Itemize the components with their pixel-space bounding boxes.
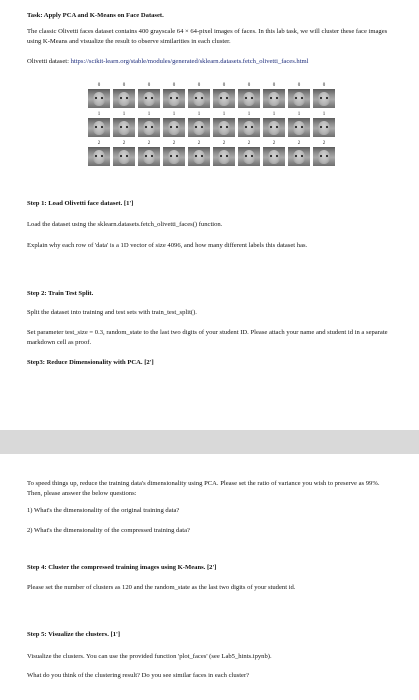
face-label: 1 (297, 112, 301, 117)
face-image (313, 147, 335, 166)
face-label: 0 (172, 83, 176, 88)
step4-heading: Step 4: Cluster the compressed training images using K-Means. [2'] (27, 564, 217, 571)
face-row-1 (88, 111, 338, 138)
face-label: 0 (222, 83, 226, 88)
step3-instruction: To speed things up, reduce the training data's dimensionality using PCA. Please set the ratio of variance you wish to preserve as 99%. Then, please answer the below questions: (27, 480, 380, 497)
step1-question: Explain why each row of 'data' is a 1D vector of size 4096, and how many different labels this dataset has. (27, 242, 308, 249)
face-row-0 (88, 82, 338, 109)
face-image (163, 118, 185, 137)
dataset-link[interactable]: https://scikit-learn.org/stable/modules/generated/sklearn.datasets.fetch_olivetti_faces.html (70, 58, 309, 65)
step4-instruction: Please set the number of clusters as 120 and the random_state as the last two digits of your student id. (27, 584, 296, 591)
face-image (238, 89, 260, 108)
face-label: 1 (172, 112, 176, 117)
face-image (288, 118, 310, 137)
step5-heading: Step 5: Visualize the clusters. [1'] (27, 631, 121, 638)
face-image (163, 147, 185, 166)
intro-paragraph: The classic Olivetti faces dataset contains 400 grayscale 64 × 64-pixel images of faces. In this lab task, we will cluster these face images using K-Means and visualize the result to observe similarities in each cluster. (27, 28, 388, 45)
face-image (213, 118, 235, 137)
face-image (113, 147, 135, 166)
face-label: 1 (122, 112, 126, 117)
step1-instruction: Load the dataset using the sklearn.datasets.fetch_olivetti_faces() function. (27, 221, 223, 228)
face-label: 1 (97, 112, 101, 117)
face-label: 0 (147, 83, 151, 88)
face-image-grid (88, 82, 338, 169)
step3-heading: Step3: Reduce Dimensionality with PCA. [2'] (27, 359, 154, 366)
face-image (138, 147, 160, 166)
face-label: 1 (247, 112, 251, 117)
face-label: 0 (247, 83, 251, 88)
face-image (238, 147, 260, 166)
face-label: 0 (322, 83, 326, 88)
face-image (213, 89, 235, 108)
face-label: 2 (297, 141, 301, 146)
face-image (138, 118, 160, 137)
face-label: 0 (197, 83, 201, 88)
face-image (188, 89, 210, 108)
face-image (263, 89, 285, 108)
task-title: Task: Apply PCA and K-Means on Face Dataset. (27, 12, 164, 19)
dataset-line (27, 57, 392, 67)
step2-parameters: Set parameter test_size = 0.3, random_state to the last two digits of your student ID. Please attach your name and student id in a separate markdown cell as proof. (27, 329, 388, 346)
document-page-2 (0, 454, 419, 700)
face-image (288, 89, 310, 108)
step2-instruction: Split the dataset into training and test sets with train_test_split(). (27, 309, 197, 316)
face-image (163, 89, 185, 108)
face-image (188, 147, 210, 166)
face-label: 1 (147, 112, 151, 117)
face-image (113, 118, 135, 137)
step5-instruction: Visualize the clusters. You can use the provided function 'plot_faces' (see Lab5_hints.ipynb). (27, 653, 272, 660)
face-label: 0 (297, 83, 301, 88)
page-separator (0, 430, 419, 454)
face-image (263, 118, 285, 137)
step1-heading: Step 1: Load Olivetti face dataset. [1'] (27, 200, 134, 207)
face-image (138, 89, 160, 108)
face-image (238, 118, 260, 137)
face-label: 0 (272, 83, 276, 88)
face-label: 0 (122, 83, 126, 88)
face-label: 2 (197, 141, 201, 146)
face-image (313, 118, 335, 137)
face-image (113, 89, 135, 108)
face-image (88, 118, 110, 137)
face-label: 1 (272, 112, 276, 117)
face-image (288, 147, 310, 166)
face-label: 2 (147, 141, 151, 146)
step3-question-1: 1) What's the dimensionality of the original training data? (27, 507, 180, 514)
step3-question-2: 2) What's the dimensionality of the compressed training data? (27, 527, 190, 534)
face-label: 2 (322, 141, 326, 146)
face-label: 2 (97, 141, 101, 146)
face-label: 2 (172, 141, 176, 146)
face-image (213, 147, 235, 166)
step2-heading: Step 2: Train Test Split. (27, 290, 94, 297)
face-label: 2 (122, 141, 126, 146)
face-image (88, 147, 110, 166)
step5-question: What do you think of the clustering result? Do you see similar faces in each cluster? (27, 672, 250, 679)
face-label: 2 (272, 141, 276, 146)
face-image (263, 147, 285, 166)
face-image (313, 89, 335, 108)
face-image (88, 89, 110, 108)
face-row-2 (88, 140, 338, 167)
face-label: 2 (247, 141, 251, 146)
face-label: 1 (197, 112, 201, 117)
face-label: 2 (222, 141, 226, 146)
face-label: 0 (97, 83, 101, 88)
dataset-label: Olivetti dataset: (27, 58, 71, 65)
face-image (188, 118, 210, 137)
face-label: 1 (322, 112, 326, 117)
face-label: 1 (222, 112, 226, 117)
